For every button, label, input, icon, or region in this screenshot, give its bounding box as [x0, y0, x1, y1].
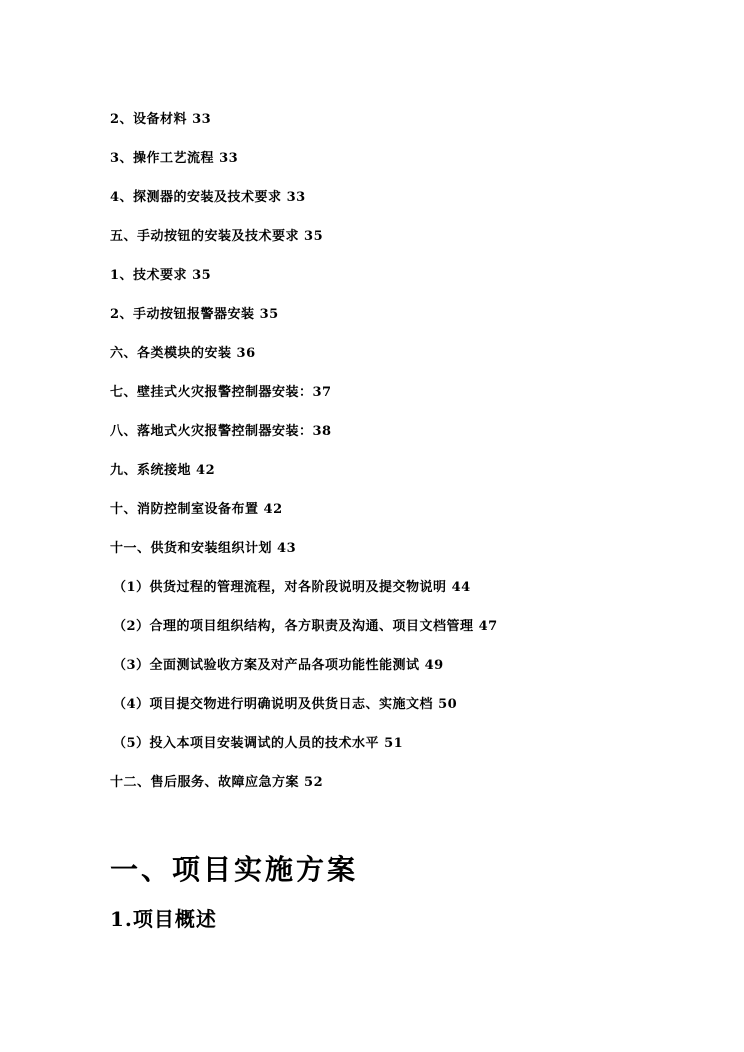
- toc-entry: 八、落地式火灾报警控制器安装：38: [110, 424, 332, 439]
- toc-entry: 十、消防控制室设备布置 42: [110, 502, 283, 517]
- toc-entry: （3）全面测试验收方案及对产品各项功能性能测试 49: [113, 658, 444, 673]
- toc-entry: 1、技术要求 35: [110, 268, 212, 283]
- toc-entry: 六、各类模块的安装 36: [110, 346, 256, 361]
- toc-entry: （1）供货过程的管理流程，对各阶段说明及提交物说明 44: [113, 580, 471, 595]
- toc-entry: 七、壁挂式火灾报警控制器安装：37: [110, 385, 332, 400]
- toc-entry: （4）项目提交物进行明确说明及供货日志、实施文档 50: [113, 697, 458, 712]
- toc-entry: 五、手动按钮的安装及技术要求 35: [110, 229, 324, 244]
- toc-entry: 九、系统接地 42: [110, 463, 216, 478]
- toc-entry: 十一、供货和安装组织计划 43: [110, 541, 297, 556]
- toc-entry: 2、设备材料 33: [110, 112, 212, 127]
- toc-entry: 十二、售后服务、故障应急方案 52: [110, 775, 324, 790]
- section-heading: 一、项目实施方案: [110, 853, 359, 886]
- toc-entry: 3、操作工艺流程 33: [110, 151, 239, 166]
- subsection-heading: 1.项目概述: [110, 907, 217, 931]
- toc-entry: 2、手动按钮报警器安装 35: [110, 307, 279, 322]
- toc-entry: 4、探测器的安装及技术要求 33: [110, 190, 306, 205]
- toc-entry: （2）合理的项目组织结构，各方职责及沟通、项目文档管理 47: [113, 619, 498, 634]
- toc-entry: （5）投入本项目安装调试的人员的技术水平 51: [113, 736, 404, 751]
